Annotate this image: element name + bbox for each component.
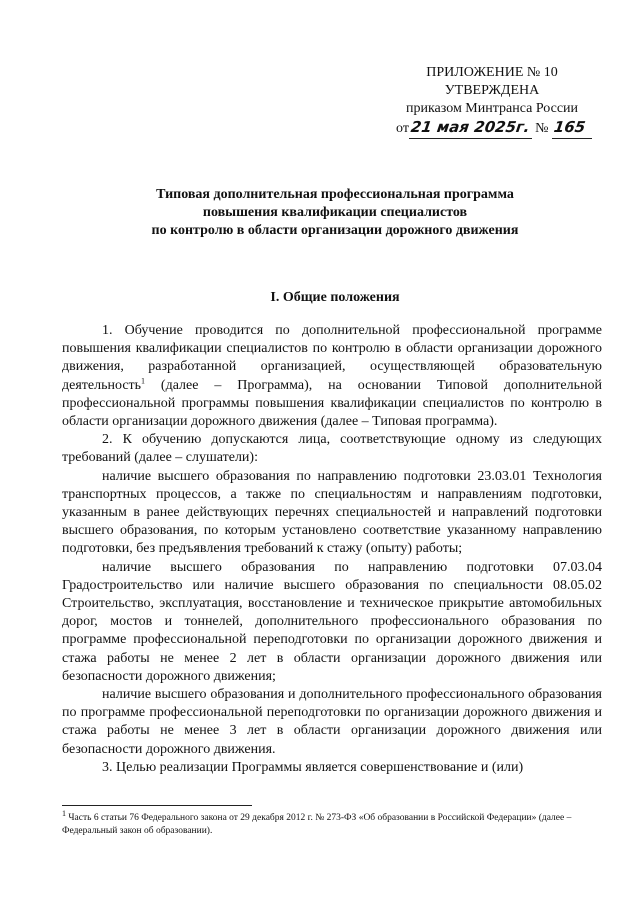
handwritten-date: 21 мая 2025г. [409, 118, 531, 136]
title-line-1: Типовая дополнительная профессиональная программа [156, 187, 514, 202]
paragraph-3: наличие высшего образования по направлению подготовки 23.03.01 Технология транспортных процессов, а также по специальностям и направлениям подготовки, указанным в ранее действующих перечнях специальностей и направлений подготовки высшего образования, по которым установлено соответствие указанному направлению подготовки, без предъявления требований к стажу (опыту) работы; [62, 468, 602, 557]
approval-stamp [392, 64, 592, 139]
from-prefix: от [396, 121, 409, 136]
order-issuer: приказом Минтранса России [405, 101, 579, 116]
paragraph-4: наличие высшего образования по направлению подготовки 07.03.04 Градостроительство или наличие высшего образования по специальности 08.05.02 Строительство, эксплуатация, восстановление и техническое прикрытие автомобильных дорог, мостов и тоннелей, дополнительного профессионального образования по программе профессиональной переподготовки по организации дорожного движения и стажа работы не менее 2 лет в области организации дорожного движения или безопасности дорожного движения; [62, 559, 602, 684]
document-body [62, 322, 602, 777]
title-line-2: повышения квалификации специалистов [202, 205, 468, 220]
paragraph-1 [62, 322, 602, 431]
footnote-mark: 1 [62, 808, 66, 818]
footnote-reference: 1 [141, 375, 146, 385]
program-title [70, 186, 600, 240]
number-prefix: № [535, 121, 549, 136]
approved-label: УТВЕРЖДЕНА [444, 83, 540, 98]
handwritten-number: 165 [552, 118, 587, 136]
paragraph-2: 2. К обучению допускаются лица, соответствующие одному из следующих требований (далее – слушатели): [62, 432, 602, 466]
paragraph-6: 3. Целью реализации Программы является совершенствование и (или) [102, 759, 524, 775]
paragraph-1-text: 1. Обучение проводится по дополнительной профессиональной программе повышения квалификации специалистов по контролю в области организации дорожного движения, разработанной организацией, осуществляющей образовательную деятельность [62, 323, 602, 393]
footnote [62, 808, 602, 838]
appendix-label: ПРИЛОЖЕНИЕ № 10 [426, 65, 558, 80]
paragraph-1-text-cont: (далее – Программа), на основании Типовой дополнительной профессиональной программы повышения квалификации специалистов по контролю в области организации дорожного движения (далее – Типовая программа). [62, 377, 602, 430]
footnote-text: Часть 6 статьи 76 Федерального закона от 29 декабря 2012 г. № 273-ФЗ «Об образовании в Российской Федерации» (далее – Федеральный закон об образовании). [62, 813, 572, 836]
order-date-number [392, 118, 592, 139]
title-line-3: по контролю в области организации дорожного движения [151, 223, 519, 238]
section-heading: I. Общие положения [270, 290, 400, 305]
paragraph-5: наличие высшего образования и дополнительного профессионального образования по программе профессиональной переподготовки по организации дорожного движения и стажа работы не менее 3 лет в области организации дорожного движения или безопасности дорожного движения. [62, 687, 602, 757]
footnote-divider [62, 805, 252, 806]
